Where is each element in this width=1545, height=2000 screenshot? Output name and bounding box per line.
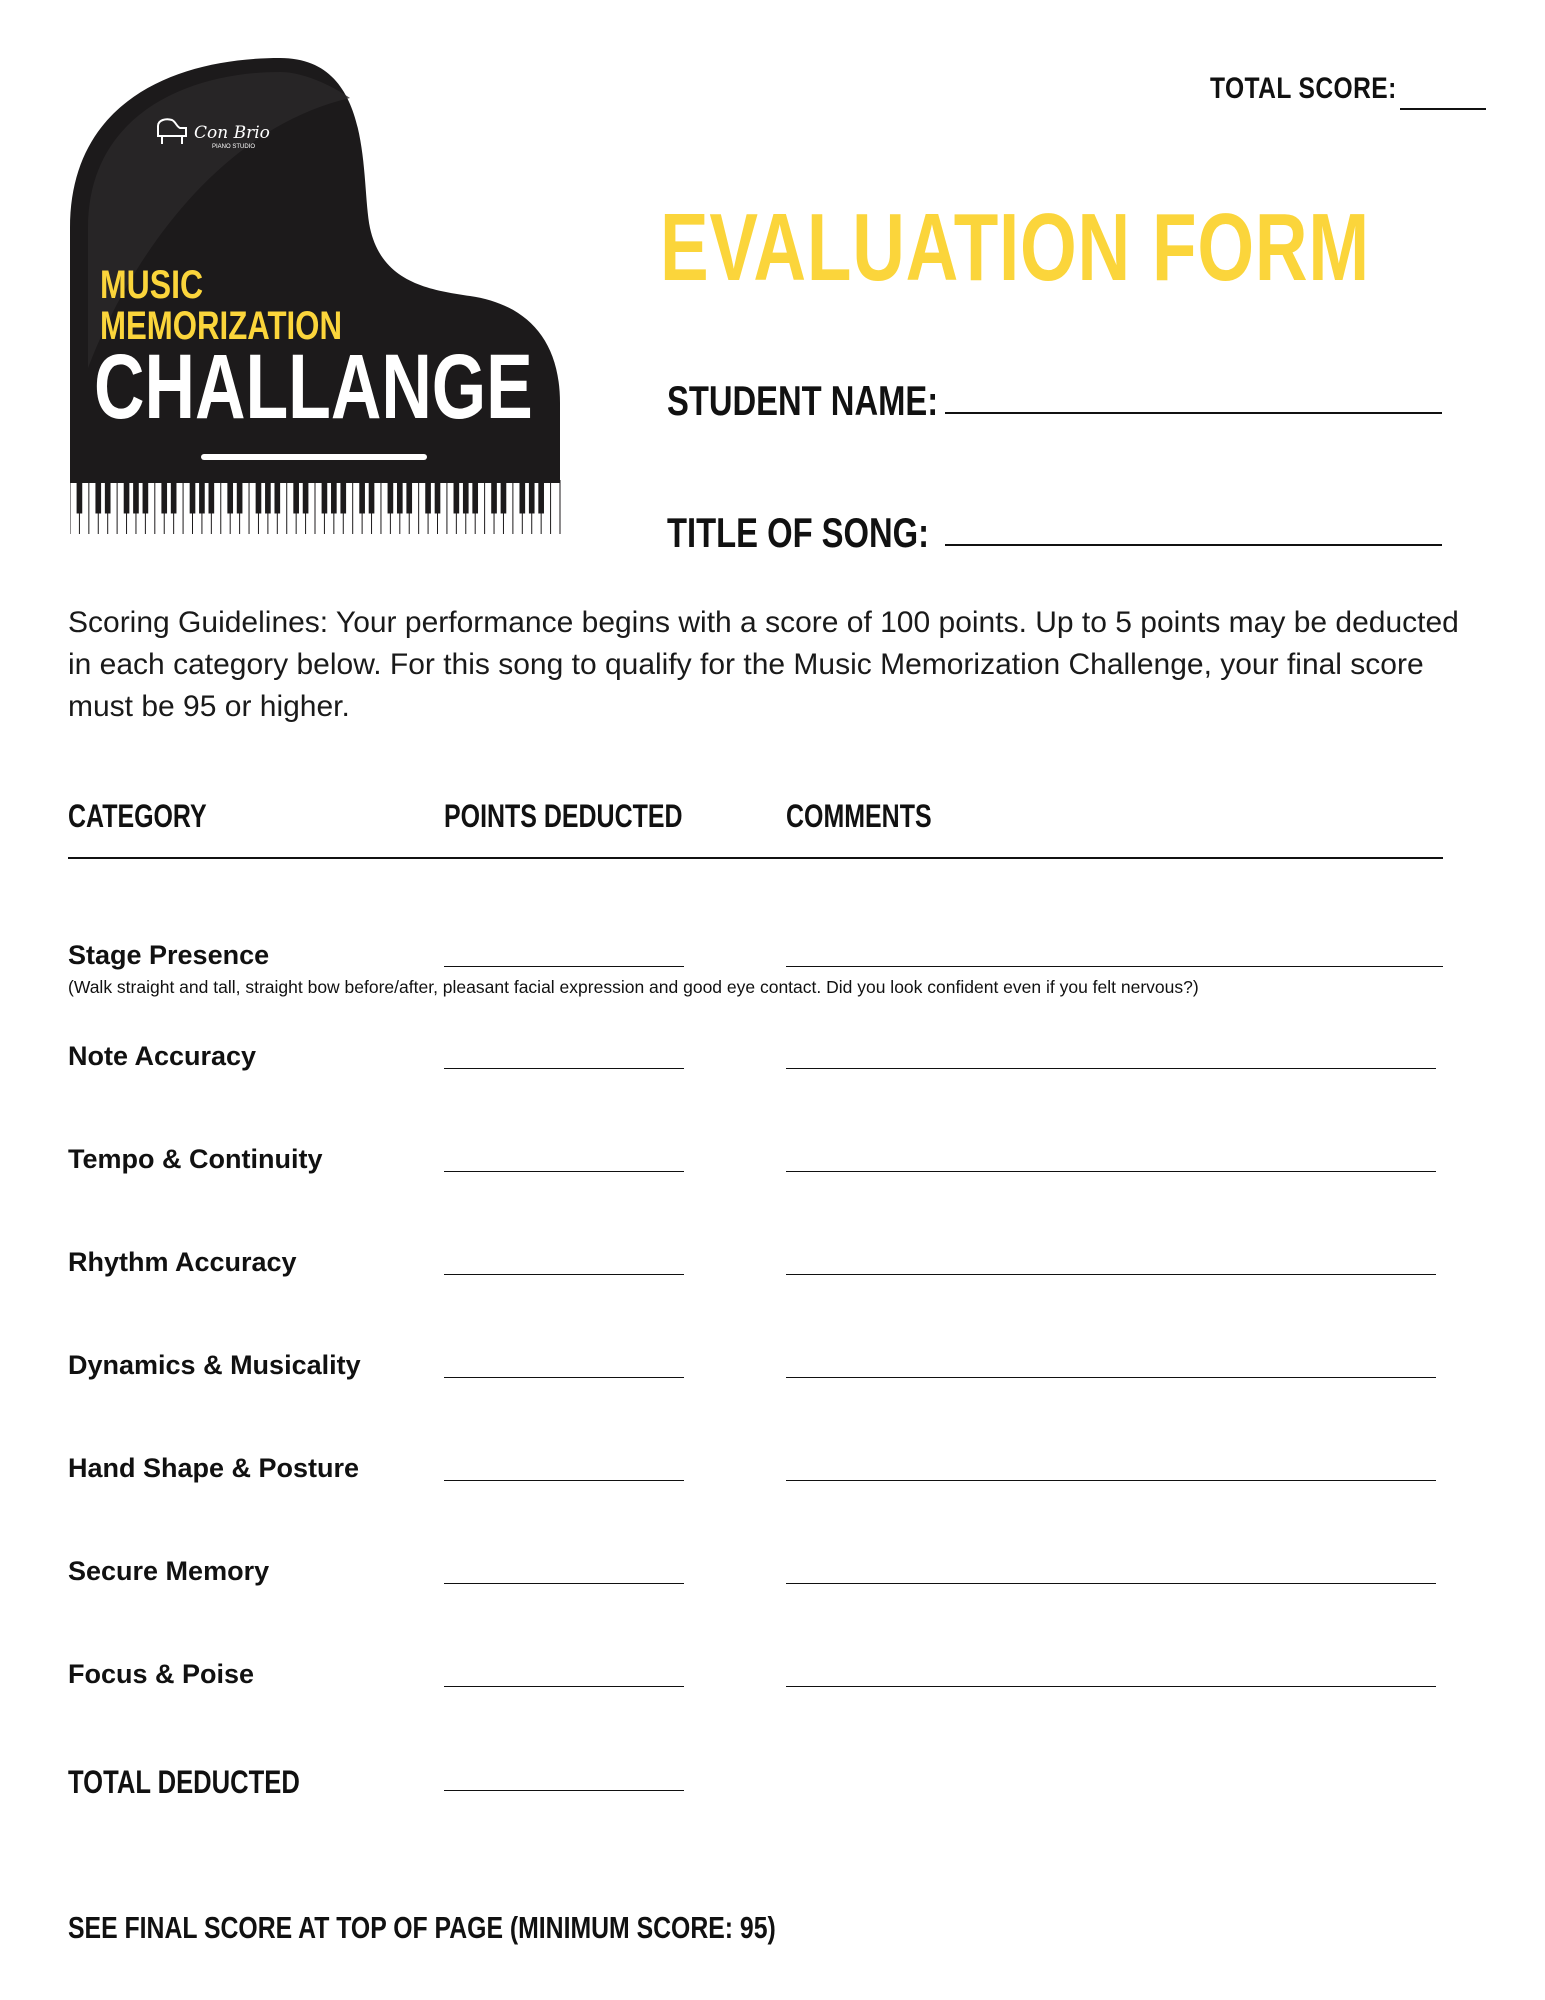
black-key [237, 480, 243, 513]
comment-field-secure-memory[interactable] [786, 1583, 1436, 1584]
black-key [388, 480, 394, 513]
logo-challange: CHALLANGE [94, 335, 533, 439]
black-key [491, 480, 497, 513]
stage-presence-note: (Walk straight and tall, straight bow before/after, pleasant facial expression and good eye contact. Did you look confident even if you felt nervous?) [68, 977, 1199, 997]
category-note-accuracy: Note Accuracy [68, 1041, 257, 1071]
scoring-guidelines: Scoring Guidelines: Your performance begins with a score of 100 points. Up to 5 points may be deducted in each category below. For this song to qualify for the Music Memorization Challenge, your final score must be 95 or higher. [68, 606, 1459, 723]
studio-name: Con Brio [194, 123, 270, 143]
category-stage-presence: Stage Presence [68, 940, 270, 970]
student-name-label: STUDENT NAME: [667, 377, 939, 424]
points-field-hand-shape-posture[interactable] [444, 1480, 684, 1481]
black-key [161, 480, 167, 513]
black-key [171, 480, 177, 513]
song-title-label: TITLE OF SONG: [667, 509, 930, 556]
points-field-note-accuracy[interactable] [444, 1068, 684, 1069]
black-key [227, 480, 233, 513]
logo-bar [201, 454, 427, 460]
header-category: CATEGORY [68, 798, 207, 834]
logo-memorization: MEMORIZATION [100, 303, 342, 348]
points-field-rhythm-accuracy[interactable] [444, 1274, 684, 1275]
total-deducted-field[interactable] [444, 1790, 684, 1791]
black-key [501, 480, 507, 513]
points-field-tempo-continuity[interactable] [444, 1171, 684, 1172]
footer-note: SEE FINAL SCORE AT TOP OF PAGE (MINIMUM SCORE: 95) [68, 1910, 776, 1945]
black-key [256, 480, 262, 513]
points-field-dynamics-musicality[interactable] [444, 1377, 684, 1378]
category-secure-memory: Secure Memory [68, 1556, 270, 1586]
black-key [331, 480, 337, 513]
black-key [265, 480, 271, 513]
category-rhythm-accuracy: Rhythm Accuracy [68, 1247, 297, 1277]
black-key [529, 480, 535, 513]
black-key [143, 480, 149, 513]
black-key [303, 480, 309, 513]
black-key [397, 480, 403, 513]
black-key [454, 480, 460, 513]
black-key [406, 480, 412, 513]
black-key [199, 480, 205, 513]
category-hand-shape-posture: Hand Shape & Posture [68, 1453, 360, 1483]
header-comments: COMMENTS [786, 798, 932, 834]
comment-field-note-accuracy[interactable] [786, 1068, 1436, 1069]
comment-field-focus-poise[interactable] [786, 1686, 1436, 1687]
comment-field-dynamics-musicality[interactable] [786, 1377, 1436, 1378]
black-key [435, 480, 441, 513]
black-key [425, 480, 431, 513]
points-field-stage-presence[interactable] [444, 966, 684, 967]
category-tempo-continuity: Tempo & Continuity [68, 1144, 323, 1174]
comment-field-tempo-continuity[interactable] [786, 1171, 1436, 1172]
challenge-logo [70, 58, 570, 534]
comment-field-stage-presence[interactable] [786, 966, 1443, 967]
black-key [322, 480, 328, 513]
black-key [340, 480, 346, 513]
black-key [519, 480, 525, 513]
form-title: EVALUATION FORM [660, 194, 1370, 301]
logo-music: MUSIC [100, 261, 204, 307]
total-score-label: TOTAL SCORE: [1210, 72, 1397, 105]
header-divider [68, 857, 1443, 859]
comment-field-rhythm-accuracy[interactable] [786, 1274, 1436, 1275]
student-name-field[interactable] [945, 412, 1442, 414]
black-key [133, 480, 139, 513]
black-key [463, 480, 469, 513]
header-points-deducted: POINTS DEDUCTED [444, 798, 683, 834]
black-key [359, 480, 365, 513]
category-focus-poise: Focus & Poise [68, 1659, 255, 1689]
black-key [293, 480, 299, 513]
points-field-focus-poise[interactable] [444, 1686, 684, 1687]
song-title-field[interactable] [945, 544, 1442, 546]
black-key [124, 480, 130, 513]
keyboard-top-edge [70, 480, 560, 483]
black-key [472, 480, 478, 513]
studio-subtitle: PIANO STUDIO [212, 144, 256, 150]
category-dynamics-musicality: Dynamics & Musicality [68, 1350, 361, 1380]
total-deducted-label: TOTAL DEDUCTED [68, 1764, 300, 1800]
comment-field-hand-shape-posture[interactable] [786, 1480, 1436, 1481]
black-key [209, 480, 215, 513]
black-key [369, 480, 375, 513]
points-field-secure-memory[interactable] [444, 1583, 684, 1584]
keyboard-strip [70, 480, 560, 534]
black-key [105, 480, 111, 513]
black-key [190, 480, 196, 513]
black-key [77, 480, 83, 513]
black-key [274, 480, 280, 513]
total-score-field[interactable] [1400, 108, 1486, 110]
black-key [538, 480, 544, 513]
black-key [95, 480, 101, 513]
